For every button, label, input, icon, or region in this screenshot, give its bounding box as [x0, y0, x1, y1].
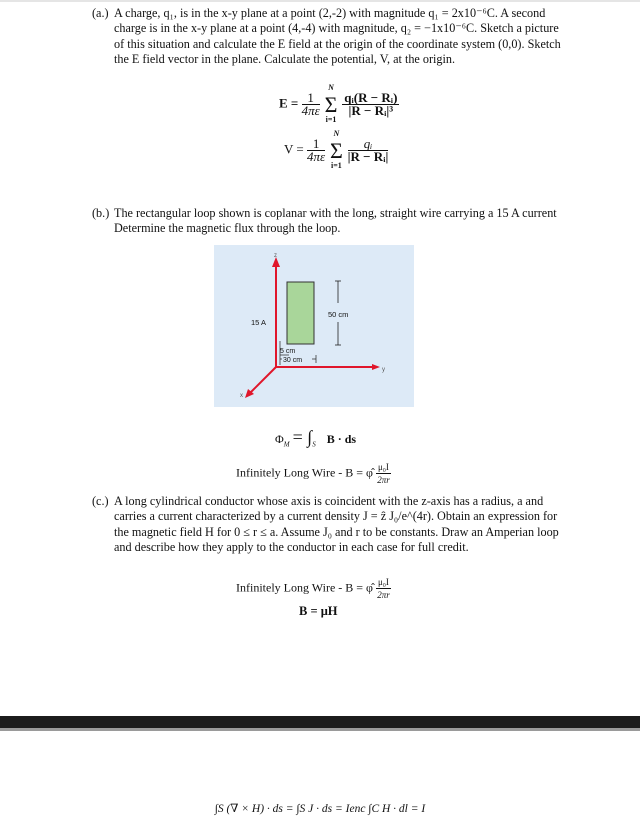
v-sum-symbol: N Σ i=1 — [329, 128, 343, 170]
wire-eq-b-text: Infinitely Long Wire - B = φ̂ — [236, 465, 373, 480]
width-label: 30 cm — [283, 357, 303, 364]
e-field-lhs: E = — [279, 95, 299, 111]
e-num: qᵢ(R − Rᵢ) — [344, 90, 398, 105]
wire-equation-b — [236, 461, 391, 486]
wire-eq-c-text: Infinitely Long Wire - B = φ̂ — [236, 580, 373, 595]
v-den: |R − Rᵢ| — [347, 149, 389, 164]
flux-lhs: Φ — [275, 432, 284, 446]
top-rule — [0, 0, 640, 2]
wire-eq-b-den: 2πr — [377, 475, 390, 485]
part-b-text: The rectangular loop shown is coplanar with the long, straight wire carrying a 15 A current Determine the magnetic flux through the loop. — [114, 206, 557, 236]
flux-equation — [275, 427, 356, 448]
e-sum-symbol: N Σ i=1 — [324, 82, 338, 124]
potential-equation — [284, 128, 389, 170]
flux-integral: = ∫ — [292, 427, 313, 447]
y-axis-label: y — [382, 367, 385, 373]
v-lhs: V = — [284, 141, 304, 157]
wire-eq-c-den: 2πr — [377, 590, 390, 600]
part-b-label: (b.) — [92, 206, 110, 220]
loop-diagram — [214, 245, 414, 407]
page-divider-shadow — [0, 728, 640, 731]
v-coef-den: 4πε — [307, 149, 326, 164]
wire-equation-c — [236, 576, 391, 601]
v-coef-num: 1 — [307, 138, 325, 151]
b-mu-h-text: B = μH — [299, 604, 338, 618]
b-mu-h-equation — [299, 604, 338, 619]
part-a — [92, 6, 570, 67]
part-c — [92, 494, 570, 555]
part-c-label: (c.) — [92, 494, 109, 508]
wire-eq-c-num: μ₀I — [377, 577, 389, 587]
e-field-equation — [279, 82, 399, 124]
height-label: 50 cm — [328, 310, 349, 319]
part-b — [92, 206, 574, 237]
x-axis-label: x — [240, 393, 243, 399]
ampere-law-equation — [150, 801, 490, 815]
page-divider — [0, 716, 640, 728]
part-a-label: (a.) — [92, 6, 109, 20]
wire-eq-b-num: μ₀I — [377, 462, 389, 472]
x-axis — [250, 367, 276, 393]
z-axis-label: z — [274, 253, 277, 259]
v-num: qᵢ — [348, 138, 389, 151]
part-c-text: A long cylindrical conductor whose axis is coincident with the z-axis has a radius, a and carries a current characterized by a current density J = ẑ J₀/e^(4r). Obtain an expression for the magnetic field H for 0 ≤ r ≤ a. Assume J₀ and r to be constants. Draw an Amperian loop and describe how they apply to the conductor in each case for full credit. — [114, 494, 559, 554]
flux-lhs-sub: M — [283, 440, 290, 449]
loop-diagram-svg — [214, 245, 414, 407]
current-label: 15 A — [251, 318, 267, 327]
flux-integral-sub: S — [312, 440, 316, 449]
e-coef-den: 4πε — [301, 103, 320, 118]
ampere-law-text: ∫S (∇ × H) · ds = ∫S J · ds = Ienc ∫C H · dl = I — [214, 803, 426, 815]
e-den: |R − Rᵢ|³ — [348, 103, 394, 118]
part-a-text: A charge, q₁, is in the x-y plane at a point (2,-2) with magnitude q₁ = 2x10⁻⁶C. A second charge is in the x-y plane at a point (4,-4) with magnitude, q₂ = −1x10⁻⁶C. Sketch a picture of this situation and calculate the E field at the origin of the coordinate system (0,0). Sketch the E field vector in the plane. Calculate the potential, V, at the origin. — [114, 6, 561, 66]
y-axis-arrow — [372, 364, 380, 370]
flux-integrand: B · ds — [326, 432, 357, 446]
e-coef-num: 1 — [302, 92, 320, 105]
gap-label: 5 cm — [280, 348, 296, 355]
rectangular-loop — [287, 282, 314, 344]
